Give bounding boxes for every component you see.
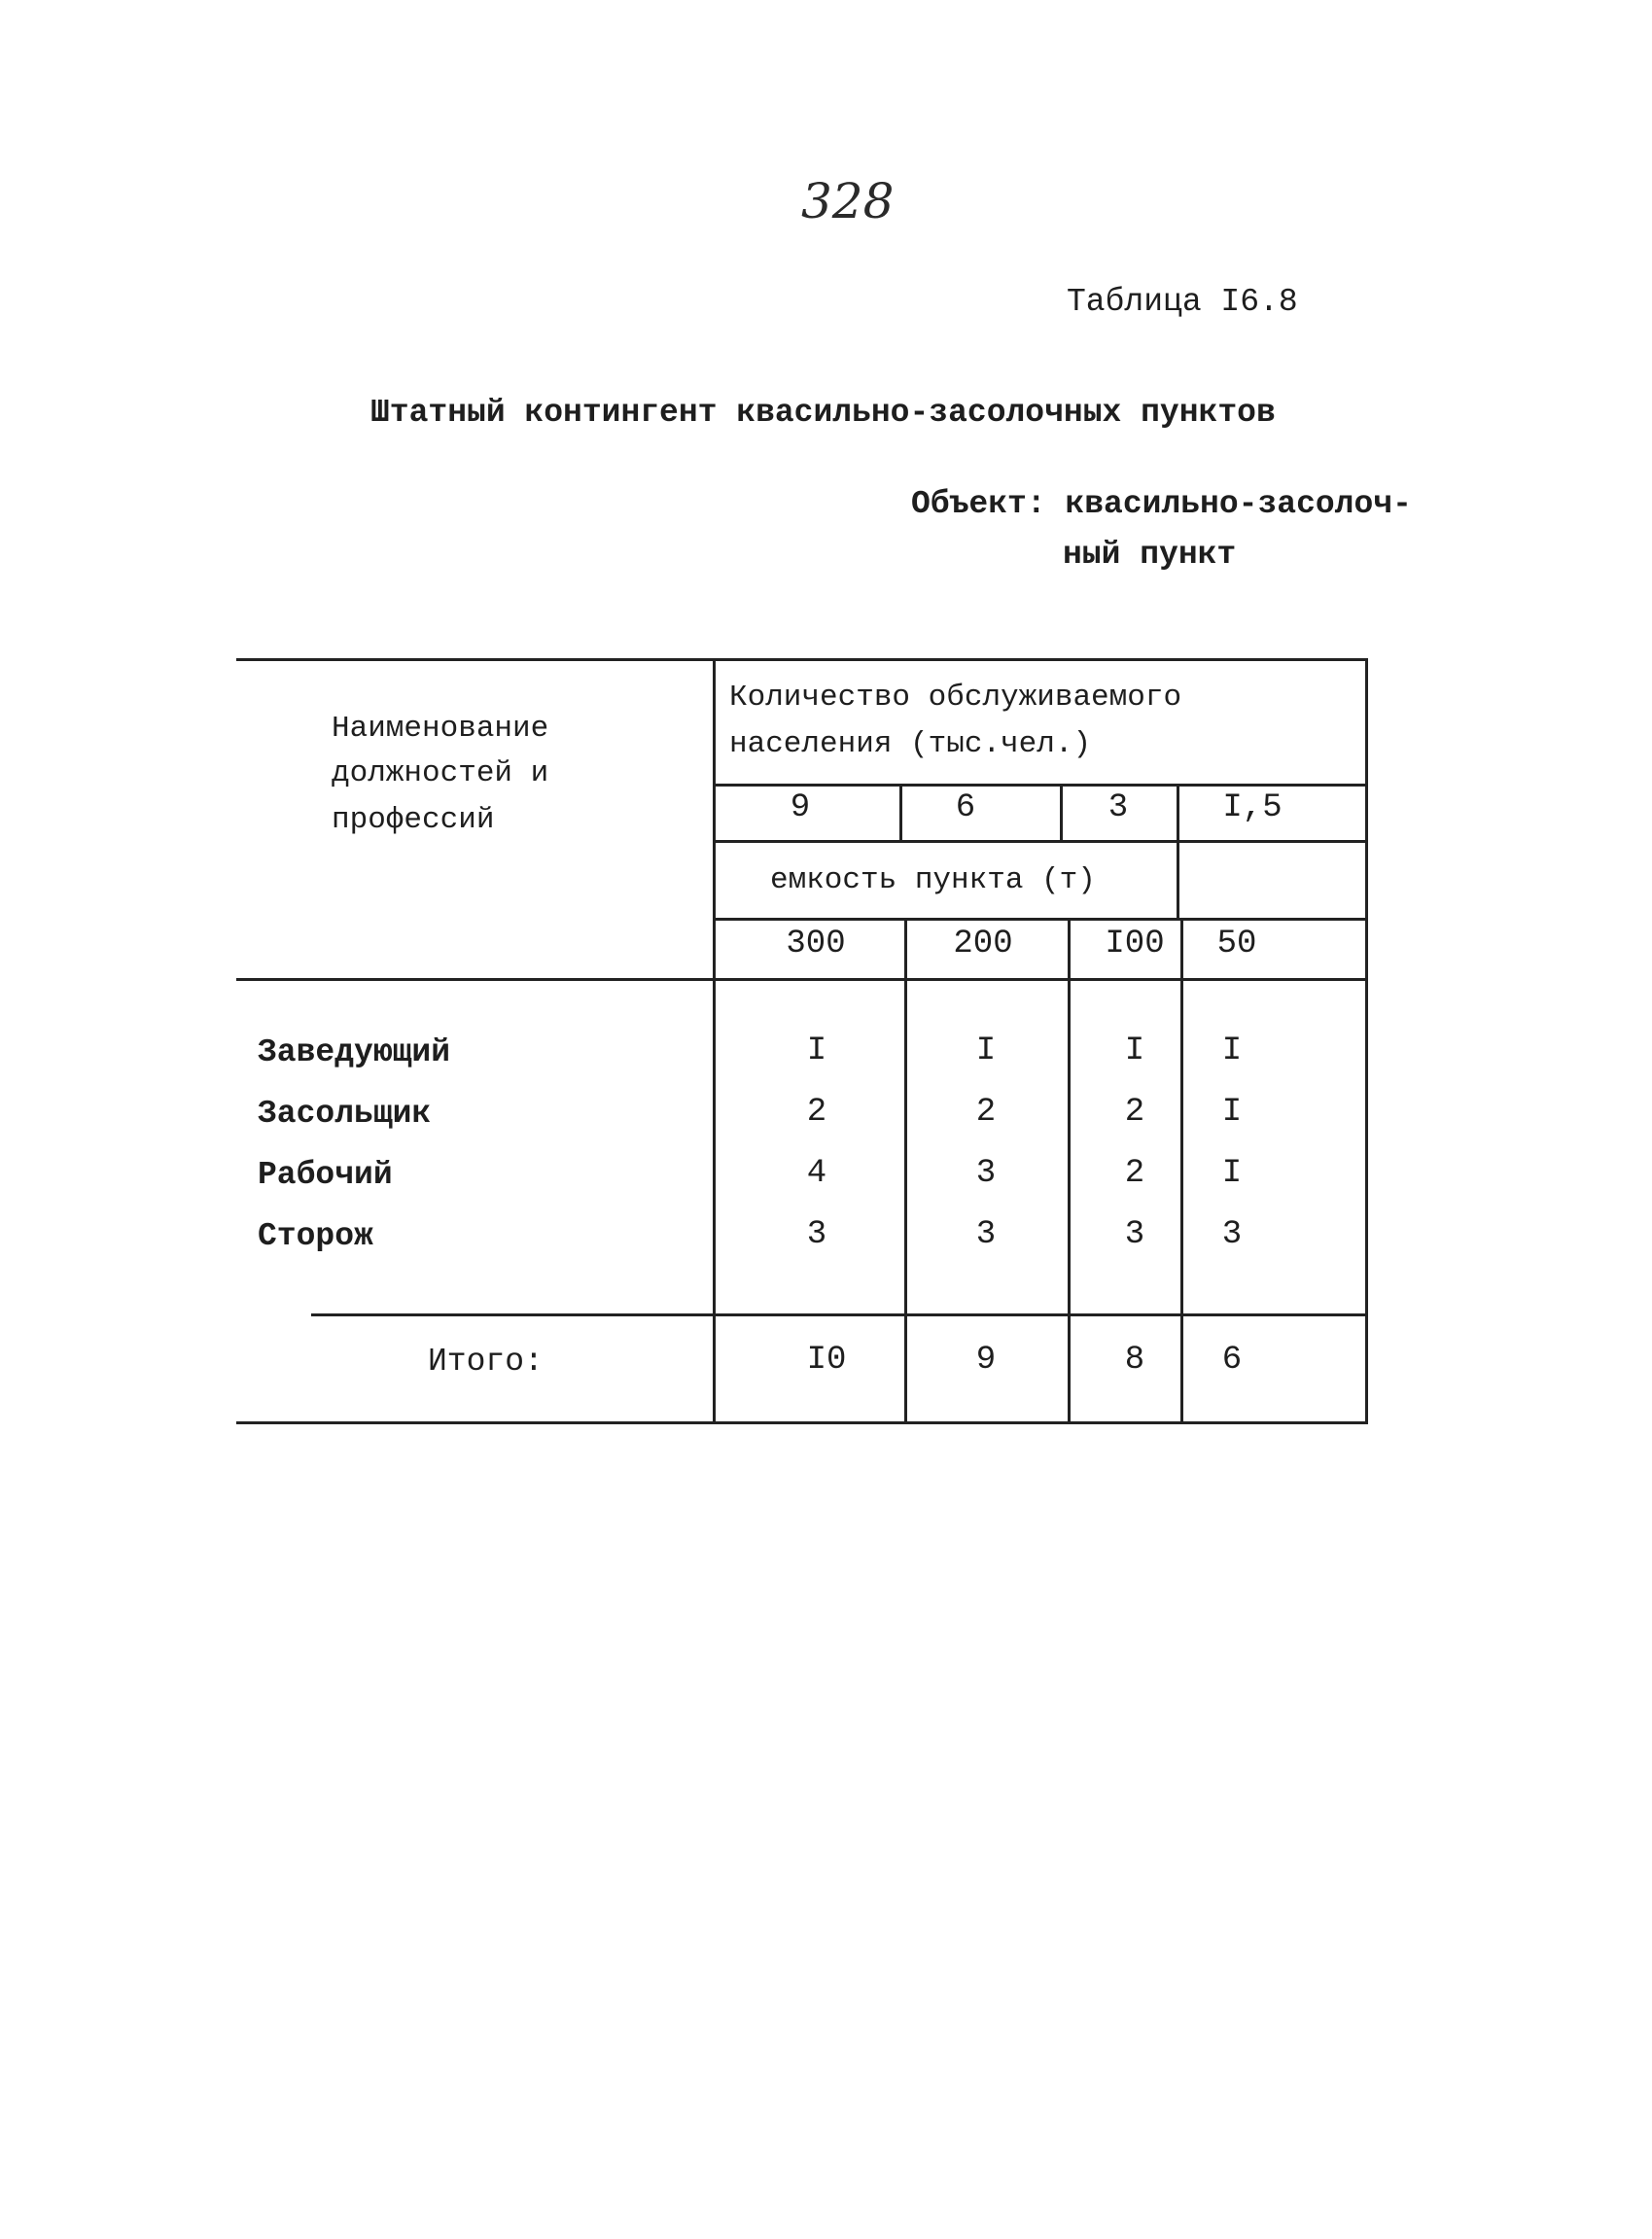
population-value: I,5 [1222, 789, 1283, 826]
page-number: 328 [801, 173, 895, 229]
population-subheader-rule [713, 784, 1368, 787]
table-label: Таблица I6.8 [1067, 284, 1298, 320]
total-value: 8 [1124, 1342, 1145, 1379]
row-value: 3 [1124, 1216, 1145, 1253]
row-value: 3 [975, 1216, 997, 1253]
document-title: Штатный контингент квасильно-засолочных пунктов [370, 395, 1276, 431]
capacity-divider [1177, 840, 1179, 918]
capacity-header-rule [713, 918, 1368, 921]
object-caption-line1: Объект: квасильно-засолоч- [911, 486, 1412, 522]
population-value: 3 [1107, 789, 1129, 826]
row-value: I [1221, 1094, 1243, 1131]
table-bottom-rule [236, 1421, 1368, 1424]
body-divider-1 [904, 918, 907, 1424]
capacity-value: 200 [953, 926, 1013, 962]
population-divider-3 [1177, 784, 1179, 840]
body-divider-2 [1068, 918, 1071, 1424]
table-right-border [1365, 658, 1368, 1424]
row-value: I [806, 1032, 827, 1069]
row-value: I [1221, 1155, 1243, 1192]
header-bottom-rule [236, 978, 1368, 981]
positions-header-line3: профессий [332, 803, 495, 837]
population-value: 6 [955, 789, 976, 826]
total-top-rule [311, 1313, 1368, 1316]
row-value: 3 [1221, 1216, 1243, 1253]
row-value: 2 [806, 1094, 827, 1131]
row-value: I [1221, 1032, 1243, 1069]
row-value: I [1124, 1032, 1145, 1069]
object-caption-line2: ный пункт [1063, 537, 1237, 573]
capacity-value: 300 [786, 926, 846, 962]
row-value: 2 [1124, 1155, 1145, 1192]
population-header-line1: Количество обслуживаемого [729, 681, 1182, 715]
capacity-header: емкость пункта (т) [770, 863, 1096, 897]
row-label: Рабочий [258, 1157, 393, 1193]
population-header-line2: населения (тыс.чел.) [729, 727, 1092, 761]
row-value: I [975, 1032, 997, 1069]
positions-header-line2: должностей и [332, 756, 549, 790]
row-label: Заведующий [258, 1034, 451, 1070]
population-value: 9 [790, 789, 811, 826]
total-label: Итого: [428, 1344, 544, 1380]
capacity-value: I00 [1105, 926, 1165, 962]
row-label: Сторож [258, 1218, 373, 1254]
positions-header-line1: Наименование [332, 712, 549, 746]
total-value: I0 [806, 1342, 847, 1379]
population-divider-1 [899, 784, 902, 840]
total-value: 9 [975, 1342, 997, 1379]
row-value: 2 [1124, 1094, 1145, 1131]
total-value: 6 [1221, 1342, 1243, 1379]
capacity-value: 50 [1216, 926, 1257, 962]
label-column-divider [713, 658, 716, 1424]
row-value: 2 [975, 1094, 997, 1131]
row-value: 4 [806, 1155, 827, 1192]
row-value: 3 [806, 1216, 827, 1253]
row-value: 3 [975, 1155, 997, 1192]
population-values-rule [713, 840, 1368, 843]
row-label: Засольщик [258, 1096, 432, 1132]
table-top-rule [236, 658, 1368, 661]
